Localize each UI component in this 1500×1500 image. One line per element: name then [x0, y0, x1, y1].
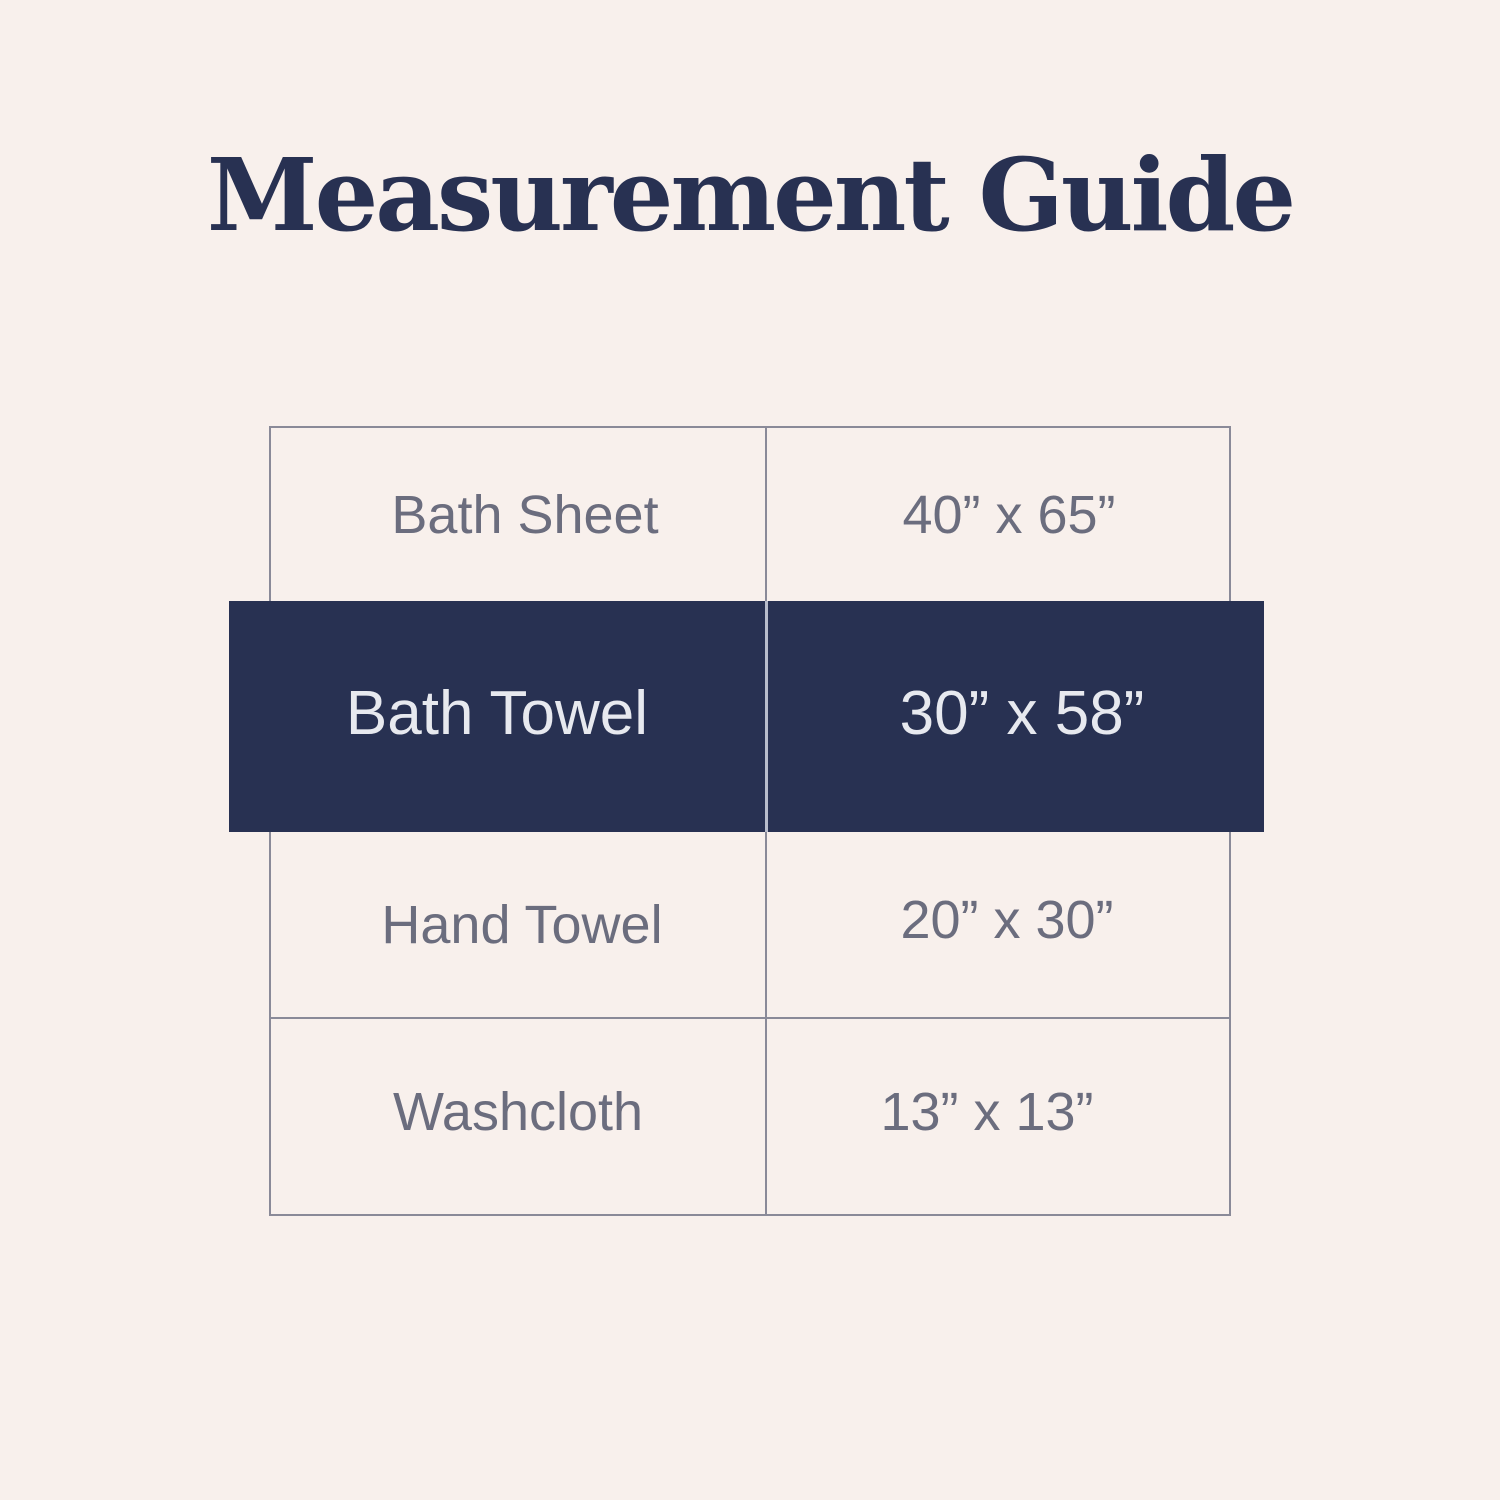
row-hand-towel-name: Hand Towel: [381, 894, 663, 955]
row-bath-sheet-size: 40” x 65”: [902, 484, 1116, 545]
row-washcloth-name: Washcloth: [392, 1081, 644, 1142]
row-bath-towel-size: 30” x 58”: [899, 679, 1145, 748]
page-title: Measurement Guide: [206, 136, 1294, 254]
row-bath-sheet-name: Bath Sheet: [391, 484, 659, 545]
row-bath-towel-name: Bath Towel: [345, 679, 649, 748]
row-hand-towel-size: 20” x 30”: [900, 889, 1114, 950]
row-washcloth-size: 13” x 13”: [880, 1081, 1094, 1142]
